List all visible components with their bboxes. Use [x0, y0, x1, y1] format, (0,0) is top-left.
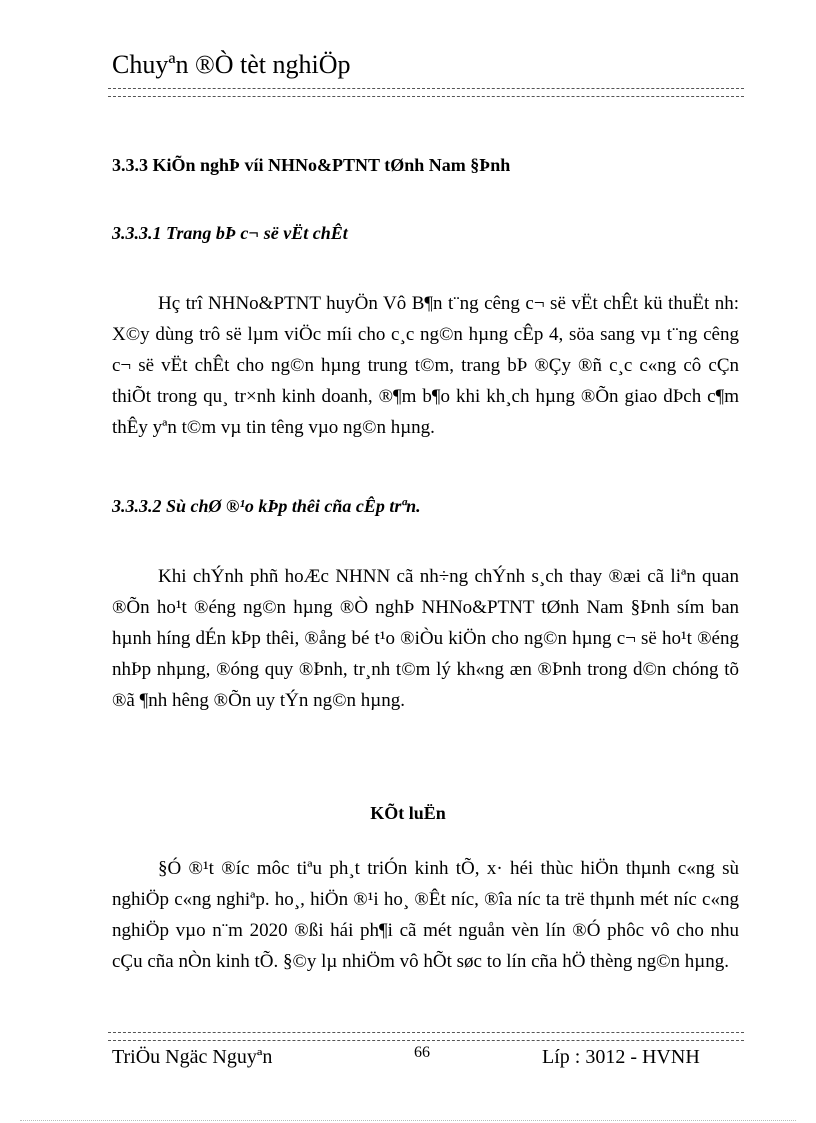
conclusion-title: KÕt luËn [370, 803, 446, 823]
page-header-title: Chuyªn ®Ò tèt nghiÖp [112, 50, 351, 79]
footer-author: TriÖu Ngäc Nguyªn [112, 1046, 273, 1068]
footer-rule-top [108, 1032, 744, 1033]
paragraph-conclusion: §Ó ®¹t ®íc môc tiªu ph¸t triÓn kinh tÕ, x· héi thùc hiÖn thµnh c«ng sù nghiÖp c«ng nghiªp. ho¸, hiÖn ®¹i ho¸ ®Êt níc, ®îa níc ta trë thµnh mét níc c«ng nghiÖp vµo n¨m 2020 ®ßi hái ph¶i cã mét nguån vèn lín ®Ó phôc vô cho nhu cÇu cña nÒn kinh tÕ. §©y lµ nhiÖm vô hÕt søc to lín cña hÖ thèng ng©n hµng. [112, 858, 739, 972]
footer-class-label: Líp : 3012 - HVNH [542, 1046, 700, 1068]
header-rule-top [108, 88, 744, 89]
paragraph-facilities: Hç trî NHNo&PTNT huyÖn Vô B¶n t¨ng cêng c¬ së vËt chÊt kü thuËt nh: X©y dùng trô së lµm viÖc míi cho c¸c ng©n hµng cÊp 4, söa sang vµ t¨ng cêng c¬ së vËt chÊt cho ng©n hµng trung t©m, trang bÞ ®Çy ®ñ c¸c c«ng cô cÇn thiÕt trong qu¸ tr×nh kinh doanh, ®¶m b¶o khi kh¸ch hµng ®Õn giao dÞch c¶m thÊy yªn t©m vµ tin têng vµo ng©n hµng. [112, 293, 739, 438]
section-heading-3-3-3: 3.3.3 KiÕn nghÞ víi NHNo&PTNT tØnh Nam §Þnh [112, 155, 511, 175]
header-rule-bottom [108, 96, 744, 97]
paragraph-guidance: Khi chÝnh phñ hoÆc NHNN cã nh÷ng chÝnh s¸ch thay ®æi cã liªn quan ®Õn ho¹t ®éng ng©n hµng ®Ò nghÞ NHNo&PTNT tØnh Nam §Þnh sím ban hµnh híng dÉn kÞp thêi, ®ång bé t¹o ®iÒu kiÖn cho ng©n hµng c¬ së ho¹t ®éng nhÞp nhµng, ®óng quy ®Þnh, tr¸nh t©m lý kh«ng æn ®Þnh trong d©n chóng tõ ®ã ¶nh hêng ®Õn uy tÝn ng©n hµng. [112, 566, 739, 711]
section-heading-3-3-3-2: 3.3.3.2 Sù chØ ®¹o kÞp thêi cña cÊp trªn. [112, 496, 421, 516]
page-bottom-edge [20, 1120, 796, 1121]
footer-rule-bottom [108, 1040, 744, 1041]
page-number: 66 [414, 1044, 430, 1061]
section-heading-3-3-3-1: 3.3.3.1 Trang bÞ c¬ së vËt chÊt [112, 223, 348, 243]
